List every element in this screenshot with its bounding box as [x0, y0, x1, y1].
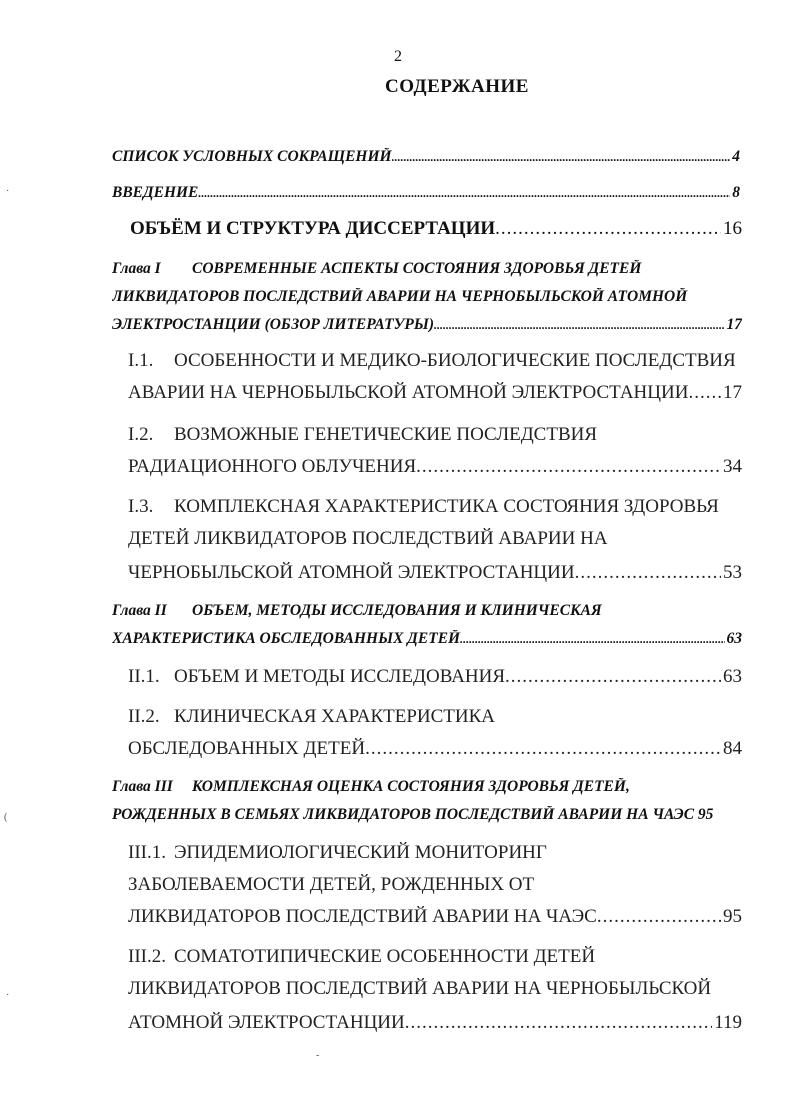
toc-section-1-1-line-2: [128, 382, 742, 404]
section-number: I.2.: [128, 424, 154, 445]
toc-page-number: 16: [723, 218, 742, 239]
chapter-label: Глава II: [112, 602, 167, 619]
chapter-label: Глава III: [112, 778, 173, 795]
section-number: I.1.: [128, 350, 154, 371]
section-title-line: АТОМНОЙ ЭЛЕКТРОСТАНЦИИ: [128, 1012, 405, 1033]
dot-leader: [405, 1012, 712, 1034]
dot-leader: [495, 218, 721, 240]
toc-chapter-3-line-1[interactable]: [112, 778, 762, 796]
section-title-line: КЛИНИЧЕСКАЯ ХАРАКТЕРИСТИКА: [174, 706, 496, 727]
section-title-line: ЛИКВИДАТОРОВ ПОСЛЕДСТВИЙ АВАРИИ НА ЧЕРНОБЫЛЬСКОЙ: [128, 978, 712, 999]
section-title-line: АВАРИИ НА ЧЕРНОБЫЛЬСКОЙ АТОМНОЙ ЭЛЕКТРОСТАНЦИИ: [128, 382, 689, 403]
toc-section-3-1-line-2: [128, 874, 748, 896]
scan-speck: -: [316, 1050, 320, 1061]
toc-section-3-2[interactable]: [128, 946, 748, 968]
toc-section-1-3-line-3: [128, 562, 742, 584]
toc-entry-text: ОБЪЁМ И СТРУКТУРА ДИССЕРТАЦИИ: [130, 218, 496, 239]
page-number: 2: [394, 48, 402, 65]
dot-leader: [460, 630, 724, 648]
section-number: II.1.: [128, 666, 160, 687]
section-title-line: ВОЗМОЖНЫЕ ГЕНЕТИЧЕСКИЕ ПОСЛЕДСТВИЯ: [174, 424, 598, 445]
toc-section-1-2-line-2: [128, 456, 742, 478]
toc-page-number: 119: [714, 1012, 742, 1033]
toc-page-number: 84: [723, 738, 742, 759]
toc-section-1-3[interactable]: [128, 496, 748, 518]
chapter-title-line: ОБЪЕМ, МЕТОДЫ ИССЛЕДОВАНИЯ И КЛИНИЧЕСКАЯ: [192, 602, 602, 619]
toc-page-number: 53: [723, 562, 742, 583]
toc-section-3-2-line-3: [128, 1012, 742, 1034]
toc-chapter-1-line-2: [112, 288, 752, 306]
toc-section-1-2[interactable]: [128, 424, 748, 446]
toc-section-2-2-line-2: [128, 738, 742, 760]
chapter-label: Глава I: [112, 260, 161, 277]
section-title-line: ДЕТЕЙ ЛИКВИДАТОРОВ ПОСЛЕДСТВИЙ АВАРИИ НА: [128, 528, 608, 549]
toc-entry-abbreviations[interactable]: [112, 148, 740, 166]
chapter-title-line: ХАРАКТЕРИСТИКА ОБСЛЕДОВАННЫХ ДЕТЕЙ: [112, 630, 461, 647]
toc-section-2-2[interactable]: [128, 706, 748, 728]
page-title: СОДЕРЖАНИЕ: [385, 76, 529, 97]
dot-leader: [416, 456, 721, 478]
dot-leader: [198, 184, 730, 202]
toc-page-number: 8: [732, 184, 740, 201]
section-number: III.2.: [128, 946, 166, 967]
dot-leader: [434, 316, 724, 334]
dot-leader: [575, 562, 721, 584]
toc-chapter-2-line-1[interactable]: [112, 602, 752, 620]
scan-speck: ·: [6, 186, 10, 197]
chapter-title-line: ЛИКВИДАТОРОВ ПОСЛЕДСТВИЙ АВАРИИ НА ЧЕРНОБЫЛЬСКОЙ АТОМНОЙ: [112, 288, 688, 305]
toc-page-number: 17: [726, 316, 742, 333]
section-title-line: РАДИАЦИОННОГО ОБЛУЧЕНИЯ: [128, 456, 417, 477]
dot-leader: [597, 906, 721, 928]
section-title-line: СОМАТОТИПИЧЕСКИЕ ОСОБЕННОСТИ ДЕТЕЙ: [174, 946, 596, 967]
dot-leader: [505, 666, 721, 688]
toc-section-2-1[interactable]: [128, 666, 742, 688]
toc-page-number: 34: [723, 456, 742, 477]
scan-speck: (: [4, 812, 8, 823]
section-title-line: КОМПЛЕКСНАЯ ХАРАКТЕРИСТИКА СОСТОЯНИЯ ЗДОРОВЬЯ: [174, 496, 719, 517]
dot-leader: [392, 148, 731, 166]
toc-page-number: 95: [723, 906, 742, 927]
toc-section-1-3-line-2: [128, 528, 748, 550]
section-title-line: ЗАБОЛЕВАЕМОСТИ ДЕТЕЙ, РОЖДЕННЫХ ОТ: [128, 874, 535, 895]
toc-entry-text: СПИСОК УСЛОВНЫХ СОКРАЩЕНИЙ: [112, 148, 392, 165]
toc-page-number: 63: [723, 666, 742, 687]
dot-leader: [365, 738, 721, 760]
toc-entry-structure[interactable]: [130, 218, 742, 240]
toc-page-number: 4: [732, 148, 740, 165]
toc-chapter-1-line-3: [112, 316, 742, 334]
toc-chapter-3-line-2: [112, 806, 772, 824]
toc-entry-introduction[interactable]: [112, 184, 740, 202]
section-number: III.1.: [128, 842, 166, 863]
toc-page-number: 63: [726, 630, 742, 647]
chapter-title-line: РОЖДЕННЫХ В СЕМЬЯХ ЛИКВИДАТОРОВ ПОСЛЕДСТВИЙ АВАРИИ НА ЧАЭС 95: [112, 806, 714, 823]
toc-section-3-1[interactable]: [128, 842, 748, 864]
toc-section-1-1[interactable]: [128, 350, 748, 372]
section-number: II.2.: [128, 706, 160, 727]
section-title-line: ЭПИДЕМИОЛОГИЧЕСКИЙ МОНИТОРИНГ: [174, 842, 547, 863]
toc-section-3-2-line-2: [128, 978, 758, 1000]
section-title-line: ОСОБЕННОСТИ И МЕДИКО-БИОЛОГИЧЕСКИЕ ПОСЛЕДСТВИЯ: [174, 350, 736, 371]
toc-page-number: 17: [723, 382, 742, 403]
toc-chapter-1-line-1[interactable]: [112, 260, 752, 278]
toc-section-3-1-line-3: [128, 906, 742, 928]
chapter-title-line: КОМПЛЕКСНАЯ ОЦЕНКА СОСТОЯНИЯ ЗДОРОВЬЯ ДЕТЕЙ,: [192, 778, 630, 795]
section-title-line: ЧЕРНОБЫЛЬСКОЙ АТОМНОЙ ЭЛЕКТРОСТАНЦИИ: [128, 562, 575, 583]
section-title-line: ЛИКВИДАТОРОВ ПОСЛЕДСТВИЙ АВАРИИ НА ЧАЭС: [128, 906, 597, 927]
toc-entry-text: ВВЕДЕНИЕ: [112, 184, 199, 201]
chapter-title-line: СОВРЕМЕННЫЕ АСПЕКТЫ СОСТОЯНИЯ ЗДОРОВЬЯ ДЕТЕЙ: [192, 260, 642, 277]
toc-chapter-2-line-2: [112, 630, 742, 648]
scan-speck: ·: [6, 990, 10, 1001]
section-title-line: ОБЪЕМ И МЕТОДЫ ИССЛЕДОВАНИЯ: [174, 666, 506, 687]
section-title-line: ОБСЛЕДОВАННЫХ ДЕТЕЙ: [128, 738, 366, 759]
section-number: I.3.: [128, 496, 154, 517]
chapter-title-line: ЭЛЕКТРОСТАНЦИИ (ОБЗОР ЛИТЕРАТУРЫ): [112, 316, 435, 333]
dot-leader: [688, 382, 721, 404]
